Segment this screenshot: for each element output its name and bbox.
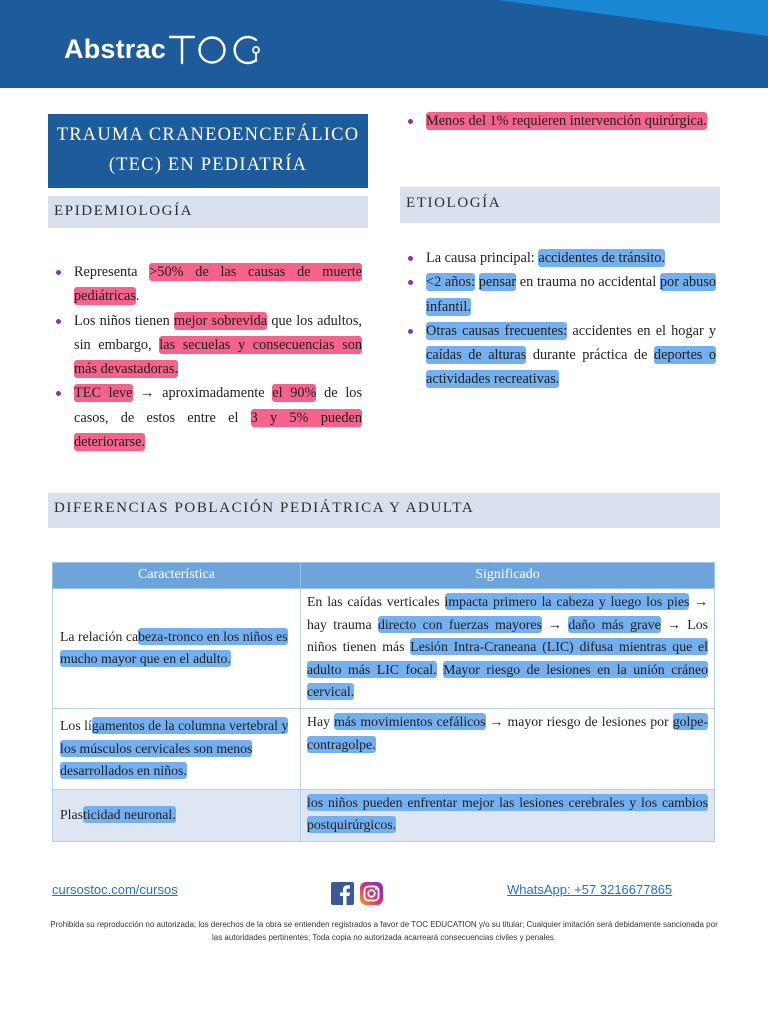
- highlighted-text: Otras causas frecuentes:: [426, 322, 568, 339]
- brand-name: Abstrac: [64, 33, 166, 64]
- table-row: [53, 789, 715, 841]
- etiologia-list: [404, 246, 716, 392]
- highlighted-text: Lesión Intra-Craneana (LIC) difusa mientras que el adulto más LIC focal.: [307, 639, 708, 677]
- title-line-2: (TEC) EN PEDIATRÍA: [108, 155, 308, 175]
- text-segment: Representa: [74, 264, 150, 280]
- diferencias-table: [52, 562, 715, 842]
- epidemiologia-list: [52, 260, 362, 454]
- table-row: [53, 708, 715, 789]
- section-etiologia: ETIOLOGÍA: [400, 187, 720, 223]
- highlighted-text: 3 y 5% pueden deteriorarse.: [74, 409, 362, 451]
- highlighted-text: impacta primero la cabeza y luego los pies: [444, 594, 690, 609]
- bullet-item: [52, 381, 362, 454]
- highlighted-text: directo con fuerzas mayores: [377, 616, 542, 632]
- bullet-item: [52, 309, 362, 382]
- social-icons: [331, 882, 383, 905]
- highlighted-text: los niños pueden enfrentar mejor las lesiones cerebrales y los cambios postquirúrgicos.: [307, 794, 708, 833]
- significado-cell: [301, 589, 715, 709]
- highlighted-text: gamentos de la columna vertebral y los músculos cervicales son menos desarrollados en niños.: [60, 717, 289, 779]
- text-segment: → aproximadamente: [132, 385, 273, 402]
- highlighted-text: pensar: [478, 274, 517, 291]
- highlighted-text: <2 años:: [426, 274, 476, 291]
- instagram-icon[interactable]: [360, 882, 383, 905]
- text-segment: →: [660, 616, 688, 632]
- caracteristica-cell: [53, 708, 301, 789]
- highlighted-text: caídas de alturas: [426, 347, 527, 364]
- bullet-item: [404, 109, 716, 133]
- text-segment: →: [541, 616, 569, 632]
- text-segment: .: [135, 288, 140, 305]
- significado-cell: [301, 708, 715, 789]
- text-segment: Plas: [60, 807, 83, 823]
- highlighted-text: golpe-contragolpe.: [307, 713, 708, 752]
- brand-logo: [64, 32, 264, 66]
- highlighted-text: daño más grave: [568, 616, 661, 632]
- highlighted-text: por abuso infantil.: [426, 274, 716, 315]
- highlighted-text: las secuelas y consecuencias son más devastadoras.: [74, 336, 362, 378]
- cirugia-list: [404, 109, 716, 133]
- text-segment: de los casos, de estos entre el: [74, 385, 363, 426]
- copyright-disclaimer: Prohibida su reproducción no autorizada; los derechos de la obra se entienden registrados a favor de TOC EDUCATION y/o su titular; Cualquier imitación será debidamente sancionada por las autoridades pertinentes; Toda copia no autorizada acarreará consecuencias civiles y penales.: [50, 920, 718, 942]
- highlighted-text: deportes o actividades recreativas.: [426, 347, 716, 388]
- table-row: [53, 589, 715, 709]
- significado-cell: [301, 789, 715, 841]
- text-segment: La relación ca: [60, 628, 139, 644]
- highlighted-text: Mayor riesgo de lesiones en la unión cráneo cervical.: [307, 661, 708, 700]
- text-segment: → hay trauma: [307, 594, 709, 632]
- facebook-icon[interactable]: [331, 882, 354, 905]
- highlighted-text: mejor sobrevida: [174, 312, 268, 329]
- highlighted-text: más movimientos cefálicos: [334, 713, 486, 729]
- text-segment: en trauma no accidental: [516, 274, 660, 291]
- bullet-item: [404, 319, 716, 392]
- text-segment: Los niños tienen más: [307, 616, 708, 655]
- section-epidemiologia: EPIDEMIOLOGÍA: [48, 196, 368, 228]
- bullet-item: [404, 270, 716, 319]
- highlighted-text: Menos del 1% requieren intervención quirúrgica.: [426, 113, 707, 129]
- text-segment: que los adultos, sin embargo,: [74, 312, 362, 353]
- highlighted-text: el 90%: [272, 385, 317, 402]
- document-title: [48, 114, 368, 188]
- title-line-1: TRAUMA CRANEOENCEFÁLICO: [56, 125, 360, 145]
- header-caracteristica: Característica: [53, 563, 301, 589]
- toc-logo-icon: [168, 32, 264, 66]
- text-segment: En las caídas verticales: [307, 594, 445, 609]
- site-link[interactable]: cursostoc.com/cursos: [52, 882, 178, 897]
- highlighted-text: beza-tronco en los niños es mucho mayor que en el adulto.: [60, 628, 288, 667]
- bullet-item: [404, 246, 716, 270]
- caracteristica-cell: [53, 589, 301, 709]
- highlighted-text: >50% de las causas de muerte pediátricas: [74, 264, 362, 305]
- highlighted-text: accidentes de tránsito.: [538, 250, 665, 266]
- header-corner-accent: [498, 0, 768, 36]
- header-significado: Significado: [301, 563, 715, 589]
- table-header-row: [53, 563, 715, 589]
- text-segment: Los niños tienen: [74, 312, 174, 329]
- text-segment: accidentes en el hogar y: [567, 322, 716, 339]
- whatsapp-link[interactable]: WhatsApp: +57 3216677865: [507, 882, 673, 897]
- text-segment: Hay: [307, 713, 335, 729]
- text-segment: durante práctica de: [526, 347, 654, 364]
- bullet-item: [52, 260, 362, 309]
- highlighted-text: ticidad neuronal.: [83, 807, 176, 823]
- text-segment: La causa principal:: [426, 250, 539, 266]
- highlighted-text: TEC leve: [74, 385, 133, 402]
- section-diferencias: DIFERENCIAS POBLACIÓN PEDIÁTRICA Y ADULTA: [48, 493, 720, 528]
- text-segment: Los lí: [60, 717, 92, 733]
- page-header: [0, 0, 768, 88]
- caracteristica-cell: [53, 789, 301, 841]
- table-body: [53, 589, 715, 842]
- text-segment: → mayor riesgo de lesiones por: [485, 713, 673, 729]
